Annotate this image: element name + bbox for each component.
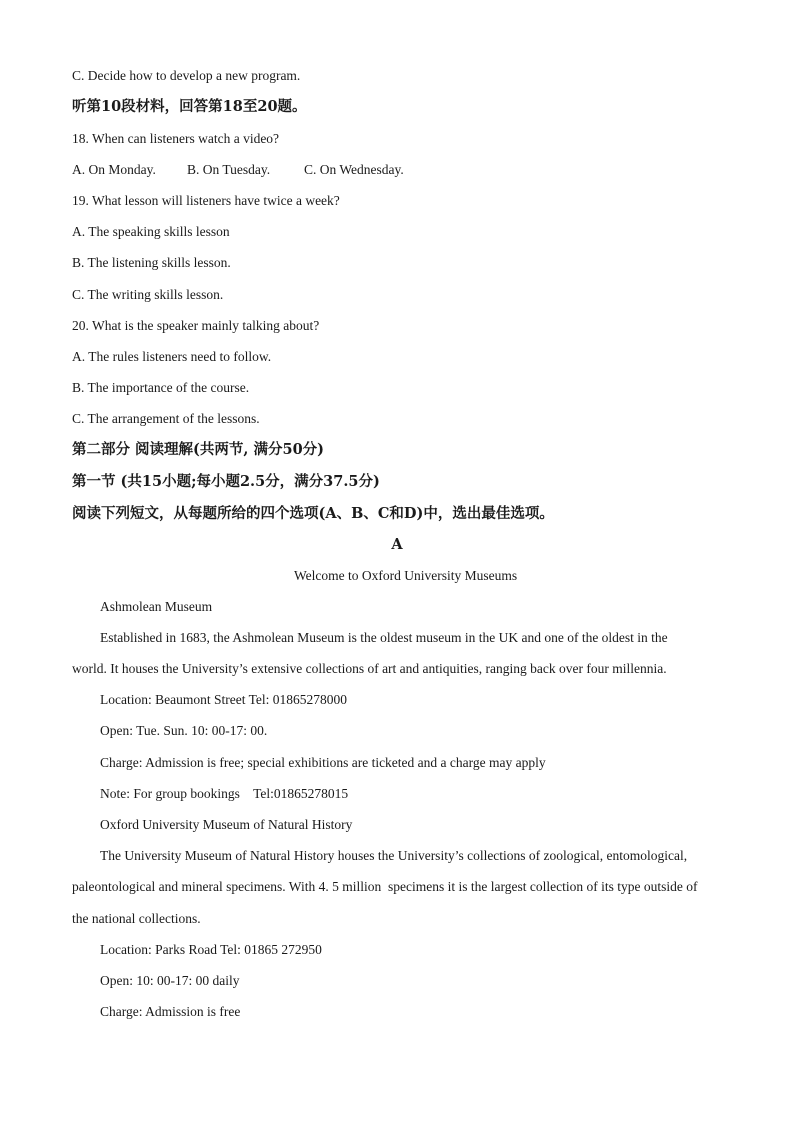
- museum1-note: Note: For group bookings Tel:01865278015: [100, 786, 349, 801]
- museum2-desc-line1: The University Museum of Natural History houses the University’s collections of zoological, entomological,: [100, 848, 688, 863]
- museum2-desc-line3: the national collections.: [72, 911, 201, 926]
- part2-header: 第二部分 阅读理解(共两节, 满分50分): [72, 441, 325, 458]
- museum2-open: Open: 10: 00-17: 00 daily: [100, 973, 240, 988]
- section10-header: 听第10段材料，回答第18至20题。: [72, 98, 307, 115]
- passage-title: Welcome to Oxford University Museums: [294, 568, 518, 583]
- q19-option-a: A. The speaking skills lesson: [72, 224, 230, 239]
- museum2-charge: Charge: Admission is free: [100, 1004, 241, 1019]
- q20-question: 20. What is the speaker mainly talking about?: [72, 318, 320, 333]
- museum1-charge: Charge: Admission is free; special exhibitions are ticketed and a charge may apply: [100, 755, 546, 770]
- museum1-location: Location: Beaumont Street Tel: 01865278000: [100, 692, 348, 707]
- passage-letter: A: [391, 536, 403, 553]
- q20-option-c: C. The arrangement of the lessons.: [72, 411, 260, 426]
- q19-option-c: C. The writing skills lesson.: [72, 287, 224, 302]
- museum1-open: Open: Tue. Sun. 10: 00-17: 00.: [100, 723, 268, 738]
- museum1-desc-line1: Established in 1683, the Ashmolean Museum is the oldest museum in the UK and one of the oldest in the: [100, 630, 668, 645]
- q18-option-b: B. On Tuesday.: [187, 162, 271, 177]
- q20-option-a: A. The rules listeners need to follow.: [72, 349, 272, 364]
- q19-question: 19. What lesson will listeners have twice a week?: [72, 193, 340, 208]
- q19-option-b: B. The listening skills lesson.: [72, 255, 231, 270]
- section1-header: 第一节 (共15小题;每小题2.5分，满分37.5分): [72, 473, 380, 490]
- reading-instruction: 阅读下列短文，从每题所给的四个选项(A、B、C和D)中，选出最佳选项。: [72, 505, 554, 522]
- museum1-desc-line2: world. It houses the University’s extensive collections of art and antiquities, ranging back over four millennia.: [72, 661, 667, 676]
- museum1-name: Ashmolean Museum: [100, 599, 213, 614]
- q18-options: [72, 161, 404, 179]
- q18-option-a: A. On Monday.: [72, 162, 156, 177]
- museum2-desc-line2: paleontological and mineral specimens. With 4. 5 million specimens it is the largest collection of its type outside of: [72, 879, 698, 894]
- q18-question: 18. When can listeners watch a video?: [72, 131, 280, 146]
- q17-option-c: C. Decide how to develop a new program.: [72, 68, 301, 83]
- museum2-location: Location: Parks Road Tel: 01865 272950: [100, 942, 322, 957]
- q18-option-c: C. On Wednesday.: [304, 162, 404, 177]
- q20-option-b: B. The importance of the course.: [72, 380, 250, 395]
- museum2-name: Oxford University Museum of Natural History: [100, 817, 353, 832]
